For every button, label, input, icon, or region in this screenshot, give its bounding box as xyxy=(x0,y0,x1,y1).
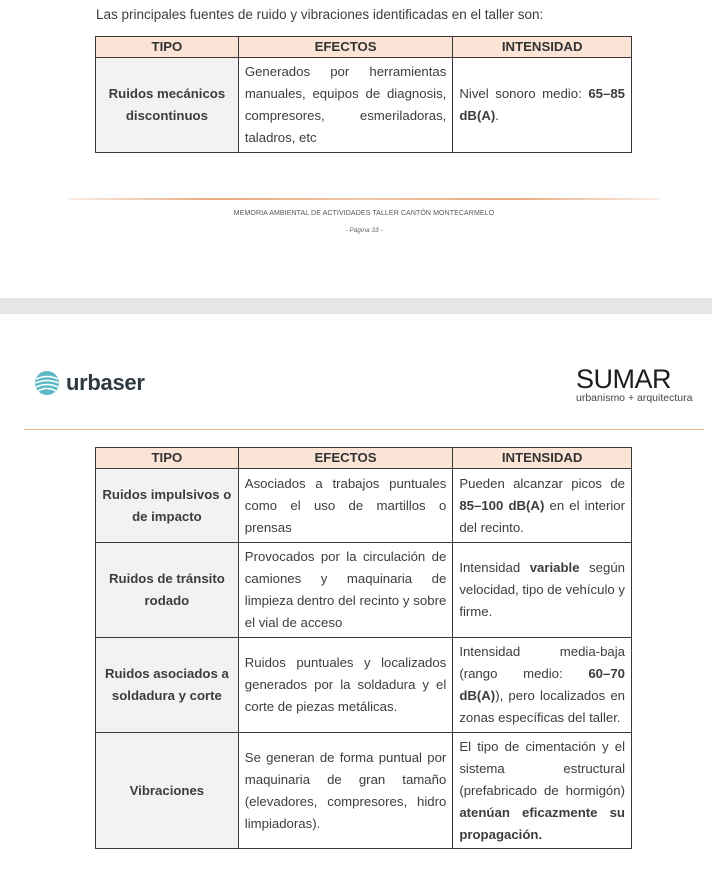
footer-divider xyxy=(68,198,660,200)
cell-tipo: Vibraciones xyxy=(96,733,239,849)
intensity-text: Intensidad xyxy=(459,560,530,575)
table-row xyxy=(96,733,632,849)
page-separator xyxy=(0,298,712,314)
table-row xyxy=(96,58,632,153)
table-header-row xyxy=(96,448,632,469)
cell-tipo: Ruidos mecánicos discontinuos xyxy=(96,58,239,153)
cell-efectos: Se generan de forma puntual por maquinaria de gran tamaño (elevadores, compresores, hidro limpiadoras). xyxy=(238,733,453,849)
sumar-tagline: urbanismo + arquitectura xyxy=(576,392,693,404)
sumar-logo-text: SUMAR xyxy=(576,364,672,394)
intensity-text-end: en el interior del recinto. xyxy=(459,497,625,535)
intensity-value: atenúan eficazmente su propagación. xyxy=(459,804,625,842)
table-row xyxy=(96,543,632,638)
table-row xyxy=(96,469,632,543)
table-header-row xyxy=(96,37,632,58)
cell-intensidad xyxy=(453,58,632,153)
cell-intensidad xyxy=(453,543,632,638)
intensity-text: Pueden alcanzar picos de xyxy=(459,475,625,491)
noise-sources-table-part2 xyxy=(95,447,632,849)
cell-intensidad xyxy=(453,733,632,849)
page-number: - Página 33 - xyxy=(345,227,383,234)
document-page-34 xyxy=(0,314,712,878)
urbaser-logo-text: urbaser xyxy=(66,370,145,395)
cell-efectos: Ruidos puntuales y localizados generados por la soldadura y el corte de piezas metálicas. xyxy=(238,638,453,733)
urbaser-wave-icon xyxy=(34,370,60,396)
cell-efectos: Provocados por la circulación de camiones y maquinaria de limpieza dentro del recinto y sobre el vial de acceso xyxy=(238,543,453,638)
intensity-text: El tipo de cimentación y el sistema estructural (prefabricado de hormigón) xyxy=(459,738,625,798)
header-tipo: TIPO xyxy=(96,37,239,58)
intensity-value: 65–85 dB(A) xyxy=(459,86,625,123)
sumar-logo xyxy=(576,364,700,404)
cell-tipo: Ruidos asociados a soldadura y corte xyxy=(96,638,239,733)
header-efectos: EFECTOS xyxy=(238,448,453,469)
urbaser-logo xyxy=(34,370,145,396)
intensity-text: Intensidad media-baja (rango medio: xyxy=(459,644,625,681)
header-intensidad: INTENSIDAD xyxy=(453,448,632,469)
table-row xyxy=(96,638,632,733)
document-page-33 xyxy=(0,0,712,298)
footer-title: MEMORIA AMBIENTAL DE ACTIVIDADES TALLER CANTÓN MONTECARMELO xyxy=(233,210,495,217)
intensity-text-end: según velocidad, tipo de vehículo y firme. xyxy=(459,560,625,619)
cell-efectos: Asociados a trabajos puntuales como el uso de martillos o prensas xyxy=(238,469,453,543)
intensity-text-end: ), pero localizados en zonas específicas del taller. xyxy=(459,688,625,725)
noise-sources-table-part1 xyxy=(95,36,632,153)
intro-paragraph: Las principales fuentes de ruido y vibraciones identificadas en el taller son: xyxy=(96,7,544,22)
header-divider xyxy=(24,429,704,430)
cell-intensidad xyxy=(453,638,632,733)
header-tipo: TIPO xyxy=(96,448,239,469)
intensity-text-end: . xyxy=(495,108,499,123)
cell-tipo: Ruidos de tránsito rodado xyxy=(96,543,239,638)
intensity-value: variable xyxy=(529,560,580,575)
header-efectos: EFECTOS xyxy=(238,37,453,58)
cell-efectos: Generados por herramientas manuales, equipos de diagnosis, compresores, esmeriladoras, taladros, etc xyxy=(238,58,453,153)
cell-intensidad xyxy=(453,469,632,543)
intensity-value: 85–100 dB(A) xyxy=(459,497,545,513)
cell-tipo: Ruidos impulsivos o de impacto xyxy=(96,469,239,543)
header-intensidad: INTENSIDAD xyxy=(453,37,632,58)
intensity-text: Nivel sonoro medio: xyxy=(459,86,589,101)
intensity-value: 60–70 dB(A) xyxy=(459,666,625,703)
